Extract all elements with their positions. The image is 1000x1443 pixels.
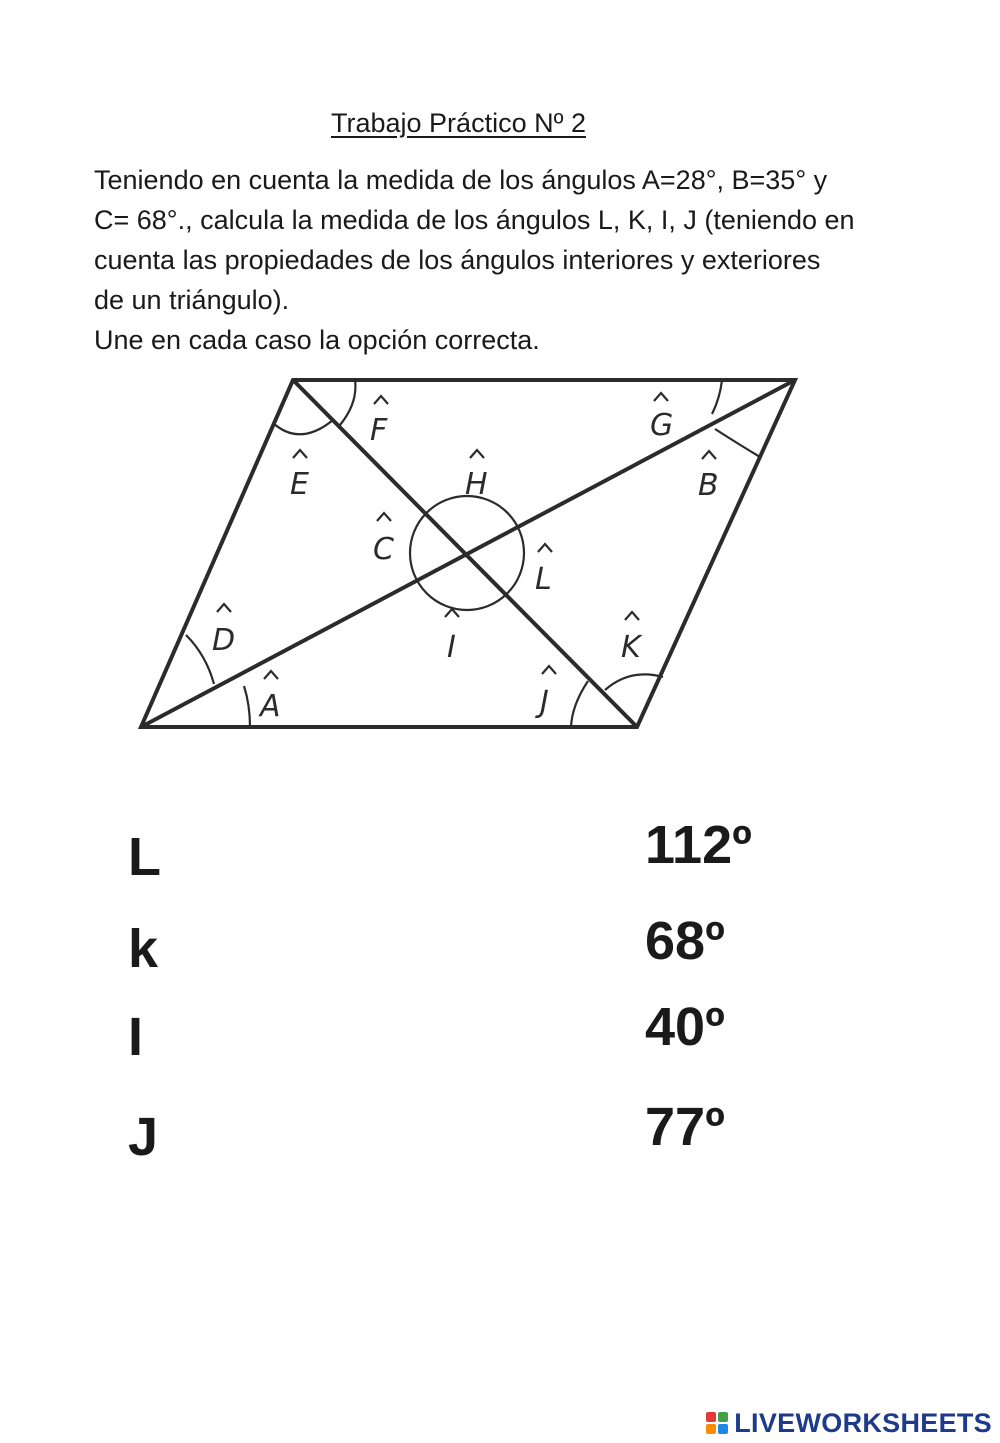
match-right-112[interactable]: 112º	[645, 815, 752, 875]
angle-arc	[244, 686, 250, 727]
angle-label-k	[621, 612, 643, 665]
diagonal-line	[141, 380, 795, 727]
angle-arc	[715, 429, 760, 457]
angle-arc	[273, 420, 333, 434]
match-left-k[interactable]: k	[128, 919, 159, 979]
parallelogram-figure	[0, 360, 1000, 760]
instruction-line: cuenta las propiedades de los ángulos interiores y exteriores	[94, 245, 821, 275]
svg-text:A: A	[260, 689, 281, 724]
angle-label-j	[535, 666, 556, 720]
liveworksheets-logo-icon	[706, 1412, 728, 1434]
match-right-77[interactable]: 77º	[645, 1097, 725, 1157]
angle-label-f	[370, 396, 388, 448]
match-right-68[interactable]: 68º	[645, 911, 725, 971]
angle-arc	[712, 380, 722, 414]
instruction-line: Teniendo en cuenta la medida de los ángulos A=28°, B=35° y	[94, 165, 828, 195]
match-left-j[interactable]: J	[128, 1107, 159, 1167]
svg-text:G: G	[650, 408, 674, 443]
match-right-40[interactable]: 40º	[645, 997, 725, 1057]
match-left-i[interactable]: I	[128, 1007, 144, 1067]
page-title: Trabajo Práctico Nº 2	[331, 108, 586, 138]
angle-label-c	[373, 513, 394, 567]
logo-tile	[706, 1412, 716, 1422]
instruction-line: Une en cada caso la opción correcta.	[94, 325, 540, 355]
svg-text:K: K	[621, 630, 641, 665]
svg-text:D: D	[212, 623, 236, 658]
svg-text:C: C	[373, 532, 394, 567]
instruction-line: C= 68°., calcula la medida de los ángulos L, K, I, J (teniendo en	[94, 205, 855, 235]
angle-arc	[340, 380, 355, 425]
angle-label-l	[535, 544, 552, 597]
angle-label-d	[212, 604, 235, 658]
angle-label-a	[258, 671, 281, 724]
svg-text:E: E	[290, 467, 309, 502]
angle-label-h	[465, 450, 488, 502]
angle-label-i	[445, 609, 459, 665]
instruction-line: de un triángulo).	[94, 285, 290, 315]
angle-arc	[571, 681, 588, 727]
angle-arc	[186, 635, 214, 684]
liveworksheets-brand	[706, 1409, 992, 1437]
angle-label-g	[650, 393, 673, 443]
logo-tile	[718, 1412, 728, 1422]
svg-text:B: B	[698, 468, 719, 503]
svg-text:H: H	[465, 467, 488, 502]
svg-text:F: F	[370, 413, 388, 448]
svg-text:L: L	[535, 562, 552, 597]
svg-text:J: J	[540, 685, 549, 720]
svg-text:I: I	[447, 630, 456, 665]
angle-label-b	[698, 451, 719, 503]
match-left-l[interactable]: L	[128, 827, 161, 887]
logo-tile	[706, 1424, 716, 1434]
instructions	[94, 160, 954, 360]
angle-label-e	[290, 450, 309, 502]
brand-text: LIVEWORKSHEETS	[734, 1407, 992, 1438]
logo-tile	[718, 1424, 728, 1434]
